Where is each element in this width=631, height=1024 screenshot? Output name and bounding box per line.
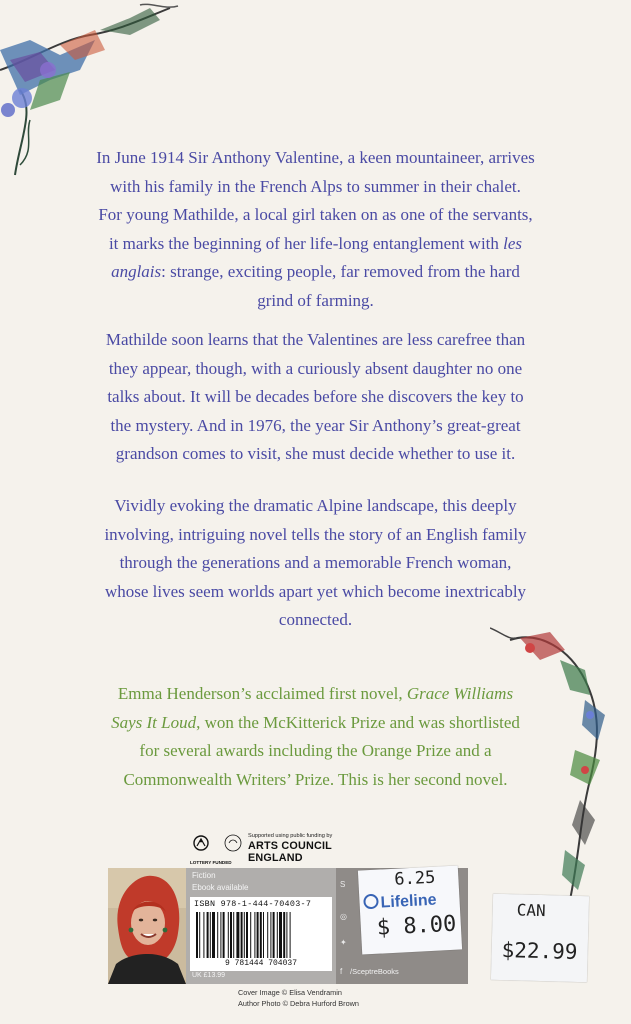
barcode-bar <box>212 912 215 958</box>
lifeline-logo-icon <box>363 894 379 910</box>
blurb-line: connected. <box>278 610 353 629</box>
barcode-bar <box>241 912 243 958</box>
blurb-paragraph-1 <box>40 144 591 315</box>
barcode-bar <box>203 912 204 958</box>
blurb-line: For young Mathilde, a local girl taken on as one of the servants, <box>98 205 533 224</box>
author-photo <box>108 868 186 984</box>
cover-credit: Cover Image © Elisa Vendramin <box>238 988 342 997</box>
blurb-line: grind of farming. <box>257 290 374 310</box>
s-icon: S <box>340 880 346 889</box>
handwritten-price: 6.25 <box>393 867 436 890</box>
blurb-line: grandson comes to visit, she must decide whether to use it. <box>115 444 516 463</box>
blurb-line: talks about. It will be decades before she discovers the key to <box>107 387 524 406</box>
can-price-sticker <box>491 894 589 982</box>
barcode-bar <box>273 912 275 958</box>
barcode-bar <box>283 912 285 958</box>
handwritten-price: $ 8.00 <box>376 911 457 941</box>
blurb-paragraph-2 <box>40 326 591 469</box>
lottery-funded-label: LOTTERY FUNDED <box>190 860 232 865</box>
price-label: UK £13.99 <box>192 972 226 979</box>
can-label: CAN <box>516 900 546 921</box>
social-handle: /SceptreBooks <box>350 967 399 976</box>
handwritten-price: $22.99 <box>501 938 578 964</box>
author-line <box>40 680 591 709</box>
author-photo-credit: Author Photo © Debra Hurford Brown <box>238 999 359 1008</box>
barcode-bar <box>233 912 234 958</box>
barcode-bar <box>254 912 255 958</box>
author-line <box>40 709 591 738</box>
blurb-line: Vividly evoking the dramatic Alpine landscape, this deeply <box>114 496 517 515</box>
barcode-bar <box>210 912 211 958</box>
ebook-label: Ebook available <box>192 883 249 892</box>
barcode-bar <box>223 912 225 958</box>
arts-council-name: ARTS COUNCIL <box>248 840 332 852</box>
category-label: Fiction <box>192 871 216 880</box>
barcode-bar <box>263 912 264 958</box>
isbn-text: ISBN 978-1-444-70403-7 <box>194 899 312 909</box>
author-line: Commonwealth Writers’ Prize. This is her second novel. <box>123 769 508 789</box>
lifeline-price-sticker <box>358 865 462 954</box>
blurb-line: they appear, though, with a curiously absent daughter no one <box>108 358 523 378</box>
blurb-italic: les <box>503 233 523 253</box>
author-text: , won the McKitterick Prize and was shortlisted <box>196 712 520 732</box>
author-text: Emma Henderson’s acclaimed first novel, <box>117 684 407 703</box>
instagram-icon: ◎ <box>340 912 347 921</box>
barcode <box>190 897 332 971</box>
arts-council-name: ENGLAND <box>248 852 303 864</box>
barcode-bar <box>257 912 259 958</box>
barcode-bar <box>270 912 271 958</box>
barcode-bar <box>246 912 248 958</box>
product-info-box <box>186 868 336 984</box>
barcode-bar <box>290 912 291 958</box>
blurb-line: through the generations and a memorable French woman, <box>119 553 512 572</box>
author-line: for several awards including the Orange Prize and a <box>139 741 492 760</box>
blurb-line <box>40 258 591 287</box>
blurb-line: whose lives seem worlds apart yet which become inextricably <box>104 581 527 601</box>
barcode-bar <box>236 912 239 958</box>
blurb-text: it marks the beginning of her life-long entanglement with <box>108 233 504 253</box>
book-title: Grace Williams <box>406 684 514 703</box>
book-title: Says It Loud <box>111 712 197 732</box>
blurb-line: In June 1914 Sir Anthony Valentine, a keen mountaineer, arrives <box>96 148 535 167</box>
barcode-bar <box>228 912 229 958</box>
barcode-bar <box>196 912 198 958</box>
barcode-bar <box>279 912 282 958</box>
facebook-icon: f <box>340 967 343 976</box>
barcode-bar <box>260 912 262 958</box>
twitter-icon: ✦ <box>340 938 347 947</box>
blurb-line: the mystery. And in 1976, the year Sir Anthony’s great-great <box>110 415 521 435</box>
blurb-line: involving, intriguing novel tells the story of an English family <box>104 524 527 544</box>
barcode-bar <box>286 912 287 958</box>
blurb-paragraph-3 <box>40 492 591 635</box>
lifeline-brand <box>363 891 437 914</box>
arts-council-logo <box>190 830 350 870</box>
barcode-bar <box>250 912 251 958</box>
barcode-bar <box>207 912 209 958</box>
barcode-bar <box>230 912 232 958</box>
author-portrait-image <box>108 868 186 984</box>
barcode-bar <box>277 912 278 958</box>
barcode-bar <box>199 912 200 958</box>
arts-support-text: Supported using public funding by <box>248 833 333 839</box>
barcode-bar <box>217 912 218 958</box>
blurb-line: Mathilde soon learns that the Valentines are less carefree than <box>105 330 526 349</box>
barcode-bar <box>267 912 268 958</box>
blurb-italic: anglais <box>111 262 162 281</box>
barcode-digits: 9 781444 704037 <box>224 959 297 968</box>
blurb-line <box>40 230 591 259</box>
barcode-bar <box>244 912 245 958</box>
barcode-bars <box>196 912 326 958</box>
barcode-bar <box>220 912 221 958</box>
blurb-text: : strange, exciting people, far removed from the hard <box>161 262 520 281</box>
lifeline-brand-text: Lifeline <box>380 891 437 912</box>
author-note <box>40 680 591 794</box>
blurb-line: with his family in the French Alps to summer in their chalet. <box>110 176 521 196</box>
